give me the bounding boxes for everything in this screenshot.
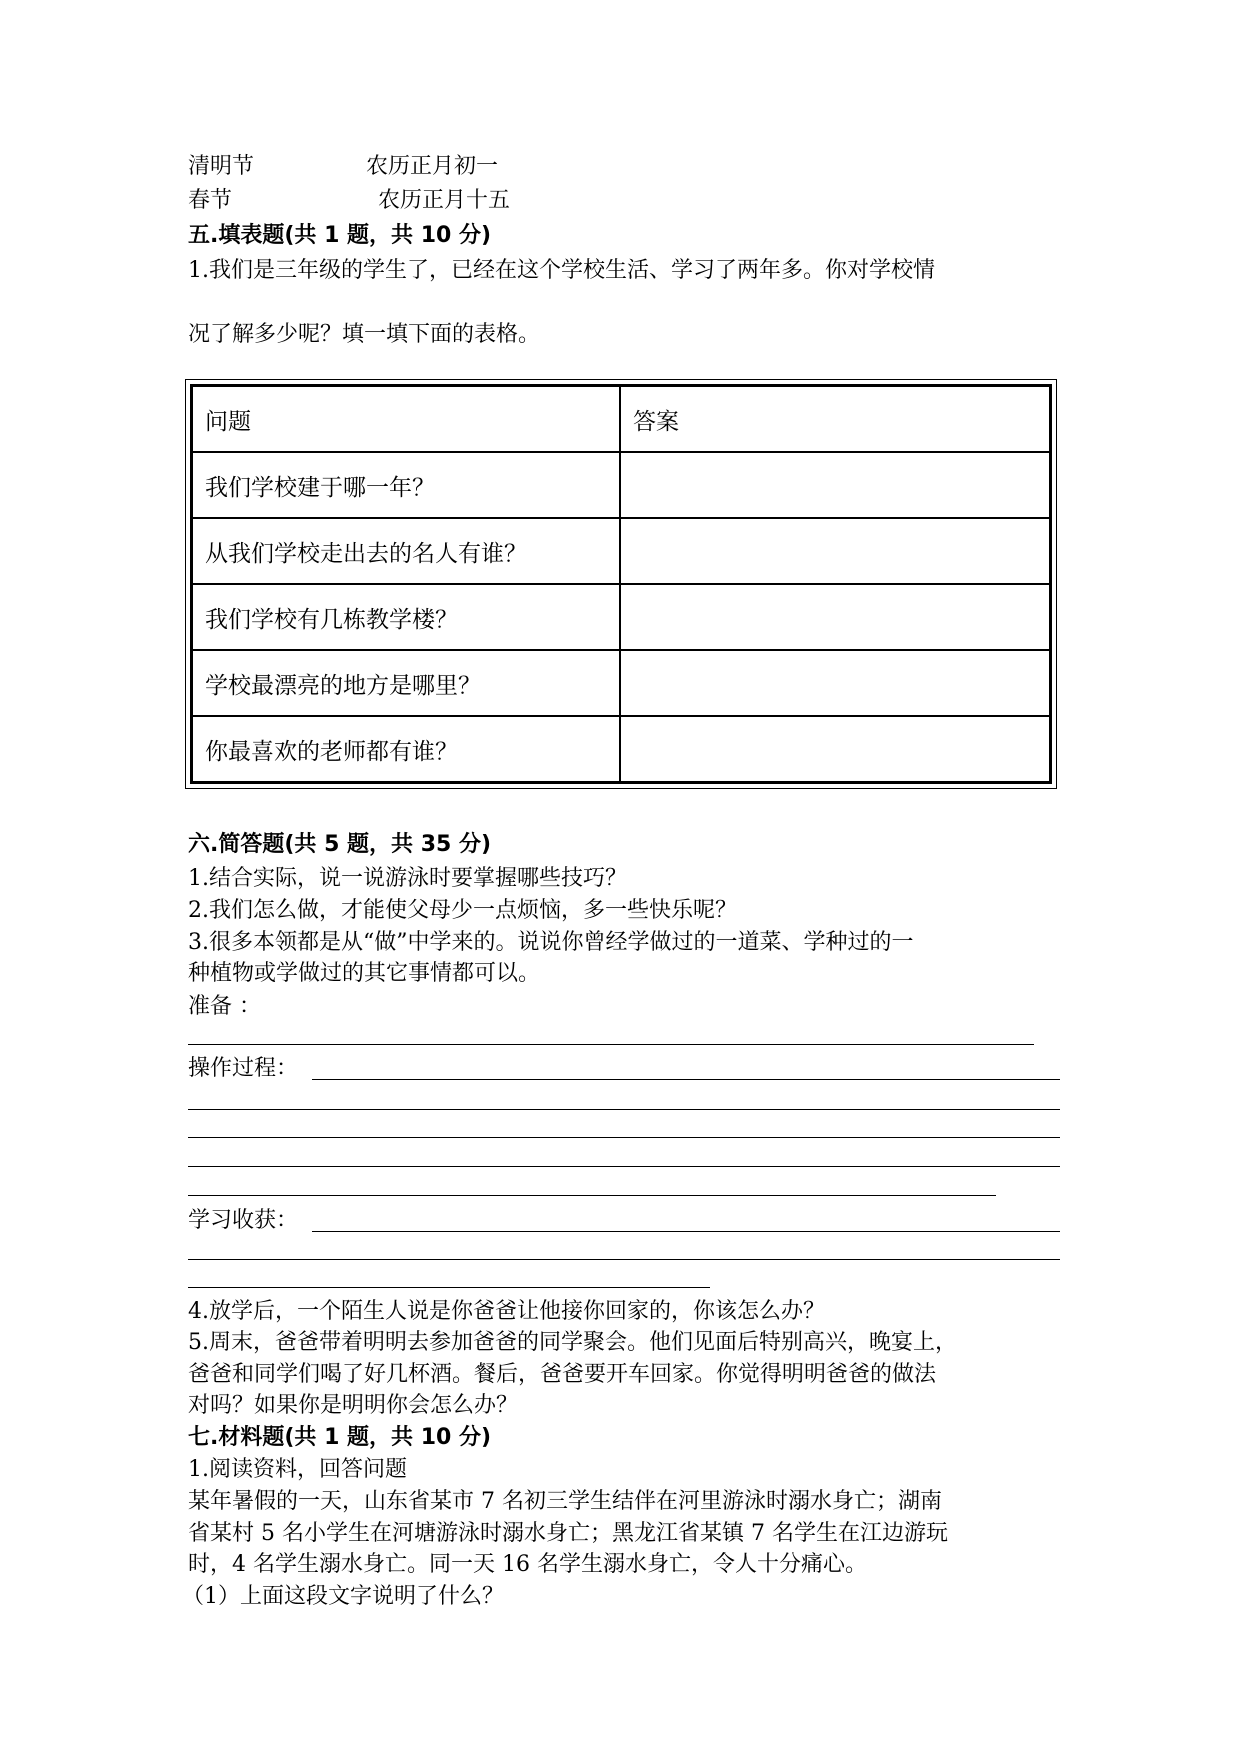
section5-heading: 五.填表题(共 1 题，共 10 分) <box>188 223 492 248</box>
section6-q3-line1: 3.很多本领都是从“做”中学来的。说说你曾经学做过的一道菜、学种过的一 <box>188 930 914 955</box>
table-row <box>192 716 1050 782</box>
table-answer-cell[interactable] <box>620 518 1050 584</box>
section6-q5-line3: 对吗？如果你是明明你会怎么办？ <box>188 1393 519 1418</box>
process-label: 操作过程： <box>188 1056 299 1081</box>
material-line1: 某年暑假的一天，山东省某市 7 名初三学生结伴在河里游泳时溺水身亡；湖南 <box>188 1489 942 1514</box>
table-question-cell: 学校最漂亮的地方是哪里？ <box>192 650 620 716</box>
process-answer-line[interactable] <box>188 1195 996 1196</box>
header-question: 问题 <box>192 386 620 452</box>
section5-q1-line1: 1.我们是三年级的学生了，已经在这个学校生活、学习了两年多。你对学校情 <box>188 258 935 283</box>
table-row <box>192 584 1050 650</box>
header-answer: 答案 <box>620 386 1050 452</box>
prep-label: 准备 ： <box>188 994 261 1019</box>
table-answer-cell[interactable] <box>620 584 1050 650</box>
match-left-1: 清明节 <box>188 154 255 179</box>
section6-q1: 1.结合实际，说一说游泳时要掌握哪些技巧？ <box>188 866 627 891</box>
match-right-1: 农历正月初一 <box>366 154 499 179</box>
section6-q2: 2.我们怎么做，才能使父母少一点烦恼，多一些快乐呢？ <box>188 898 737 923</box>
section6-q3-line2: 种植物或学做过的其它事情都可以。 <box>188 961 541 986</box>
process-answer-line[interactable] <box>188 1166 1060 1167</box>
section7-sub1: （1）上面这段文字说明了什么？ <box>182 1584 504 1609</box>
table-question-cell: 我们学校建于哪一年？ <box>192 452 620 518</box>
match-right-2: 农历正月十五 <box>378 188 511 213</box>
match-left-2: 春节 <box>188 188 233 213</box>
section7-heading: 七.材料题(共 1 题，共 10 分) <box>188 1425 492 1450</box>
table-row <box>192 650 1050 716</box>
gain-answer-line[interactable] <box>312 1231 1060 1232</box>
process-answer-line[interactable] <box>312 1079 1060 1080</box>
gain-label: 学习收获： <box>188 1208 299 1233</box>
section6-q5-line2: 爸爸和同学们喝了好几杯酒。餐后，爸爸要开车回家。你觉得明明爸爸的做法 <box>188 1362 937 1387</box>
material-line3: 时，4 名学生溺水身亡。同一天 16 名学生溺水身亡，令人十分痛心。 <box>188 1552 867 1577</box>
table-header-row <box>192 386 1050 452</box>
table-answer-cell[interactable] <box>620 452 1050 518</box>
section6-heading: 六.简答题(共 5 题，共 35 分) <box>188 832 492 857</box>
table-question-cell: 从我们学校走出去的名人有谁？ <box>192 518 620 584</box>
section7-q1: 1.阅读资料，回答问题 <box>188 1457 407 1482</box>
table-answer-cell[interactable] <box>620 716 1050 782</box>
table-row <box>192 518 1050 584</box>
prep-answer-line[interactable] <box>188 1044 1034 1045</box>
gain-answer-line[interactable] <box>188 1287 710 1288</box>
school-info-table <box>190 384 1052 784</box>
process-answer-line[interactable] <box>188 1137 1060 1138</box>
process-answer-line[interactable] <box>188 1109 1060 1110</box>
section6-q5-line1: 5.周末，爸爸带着明明去参加爸爸的同学聚会。他们见面后特别高兴，晚宴上， <box>188 1330 957 1355</box>
table-question-cell: 你最喜欢的老师都有谁？ <box>192 716 620 782</box>
material-line2: 省某村 5 名小学生在河塘游泳时溺水身亡；黑龙江省某镇 7 名学生在江边游玩 <box>188 1521 948 1546</box>
table-answer-cell[interactable] <box>620 650 1050 716</box>
gain-answer-line[interactable] <box>188 1259 1060 1260</box>
table-question-cell: 我们学校有几栋教学楼？ <box>192 584 620 650</box>
section5-q1-line2: 况了解多少呢？填一填下面的表格。 <box>188 322 541 347</box>
table-row <box>192 452 1050 518</box>
section6-q4: 4.放学后，一个陌生人说是你爸爸让他接你回家的，你该怎么办？ <box>188 1299 825 1324</box>
